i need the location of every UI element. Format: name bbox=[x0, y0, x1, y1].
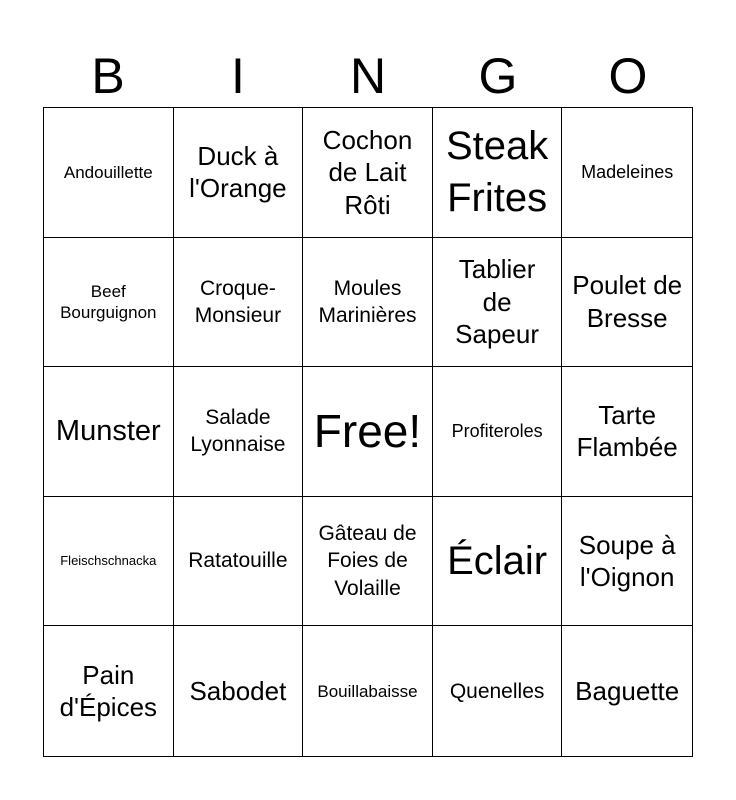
bingo-cell-text: Beef Bourguignon bbox=[60, 281, 157, 322]
bingo-cell-text: Free! bbox=[313, 404, 422, 457]
header-letter-b: B bbox=[91, 48, 125, 104]
bingo-cell-text: Tarte Flambée bbox=[576, 399, 678, 463]
bingo-cell-r4c4[interactable] bbox=[433, 497, 563, 627]
bingo-cell-text: Profiteroles bbox=[451, 421, 543, 442]
bingo-cell-r5c3[interactable] bbox=[303, 626, 433, 756]
bingo-cell-text: Andouillette bbox=[63, 162, 153, 182]
bingo-cell-r2c5[interactable] bbox=[562, 238, 692, 368]
header-letter-o: O bbox=[608, 48, 648, 104]
bingo-cell-r3c1[interactable] bbox=[44, 367, 174, 497]
bingo-cell-r2c4[interactable] bbox=[433, 238, 563, 368]
bingo-cell-text: Poulet de Bresse bbox=[572, 270, 683, 333]
bingo-cell-text: Steak Frites bbox=[445, 124, 549, 221]
bingo-cell-text: Cochon de Lait Rôti bbox=[322, 124, 413, 220]
bingo-cell-text: Ratatouille bbox=[188, 549, 288, 573]
bingo-cell-r5c4[interactable] bbox=[433, 626, 563, 756]
header-letter-g: G bbox=[478, 48, 518, 104]
bingo-cell-text: Baguette bbox=[575, 675, 680, 706]
bingo-cell-text: Éclair bbox=[447, 539, 548, 584]
bingo-cell-free[interactable] bbox=[303, 367, 433, 497]
bingo-cell-text: Moules Marinières bbox=[318, 276, 417, 327]
bingo-cell-r2c1[interactable] bbox=[44, 238, 174, 368]
bingo-cell-r1c4[interactable] bbox=[433, 108, 563, 238]
header-letter-i: I bbox=[231, 48, 245, 104]
bingo-cell-text: Sabodet bbox=[189, 675, 287, 706]
bingo-cell-text: Fleischschnacka bbox=[60, 552, 157, 568]
bingo-cell-r5c2[interactable] bbox=[174, 626, 304, 756]
bingo-cell-text: Gâteau de Foies de Volaille bbox=[318, 522, 417, 600]
bingo-cell-text: Salade Lyonnaise bbox=[190, 406, 286, 457]
bingo-cell-text: Bouillabaisse bbox=[317, 681, 418, 701]
bingo-cell-r3c2[interactable] bbox=[174, 367, 304, 497]
bingo-cell-r2c3[interactable] bbox=[303, 238, 433, 368]
bingo-card-grid bbox=[43, 107, 693, 757]
bingo-cell-r5c1[interactable] bbox=[44, 626, 174, 756]
bingo-cell-text: Madeleines bbox=[581, 162, 674, 183]
bingo-header bbox=[43, 48, 693, 104]
bingo-cell-r4c1[interactable] bbox=[44, 497, 174, 627]
bingo-cell-text: Quenelles bbox=[449, 679, 545, 703]
header-letter-n: N bbox=[349, 48, 387, 104]
bingo-cell-text: Soupe à l'Oignon bbox=[578, 529, 676, 593]
bingo-cell-text: Tablier de Sapeur bbox=[455, 254, 540, 350]
bingo-cell-text: Munster bbox=[55, 415, 161, 448]
bingo-cell-r1c3[interactable] bbox=[303, 108, 433, 238]
bingo-cell-r3c4[interactable] bbox=[433, 367, 563, 497]
bingo-cell-r1c5[interactable] bbox=[562, 108, 692, 238]
bingo-cell-r4c5[interactable] bbox=[562, 497, 692, 627]
bingo-cell-text: Pain d'Épices bbox=[59, 659, 158, 723]
bingo-cell-r1c2[interactable] bbox=[174, 108, 304, 238]
bingo-cell-r5c5[interactable] bbox=[562, 626, 692, 756]
bingo-cell-text: Duck à l'Orange bbox=[189, 140, 287, 204]
bingo-cell-text: Croque-Monsieur bbox=[194, 276, 282, 327]
bingo-cell-r4c2[interactable] bbox=[174, 497, 304, 627]
bingo-cell-r2c2[interactable] bbox=[174, 238, 304, 368]
bingo-cell-r4c3[interactable] bbox=[303, 497, 433, 627]
bingo-cell-r1c1[interactable] bbox=[44, 108, 174, 238]
bingo-cell-r3c5[interactable] bbox=[562, 367, 692, 497]
